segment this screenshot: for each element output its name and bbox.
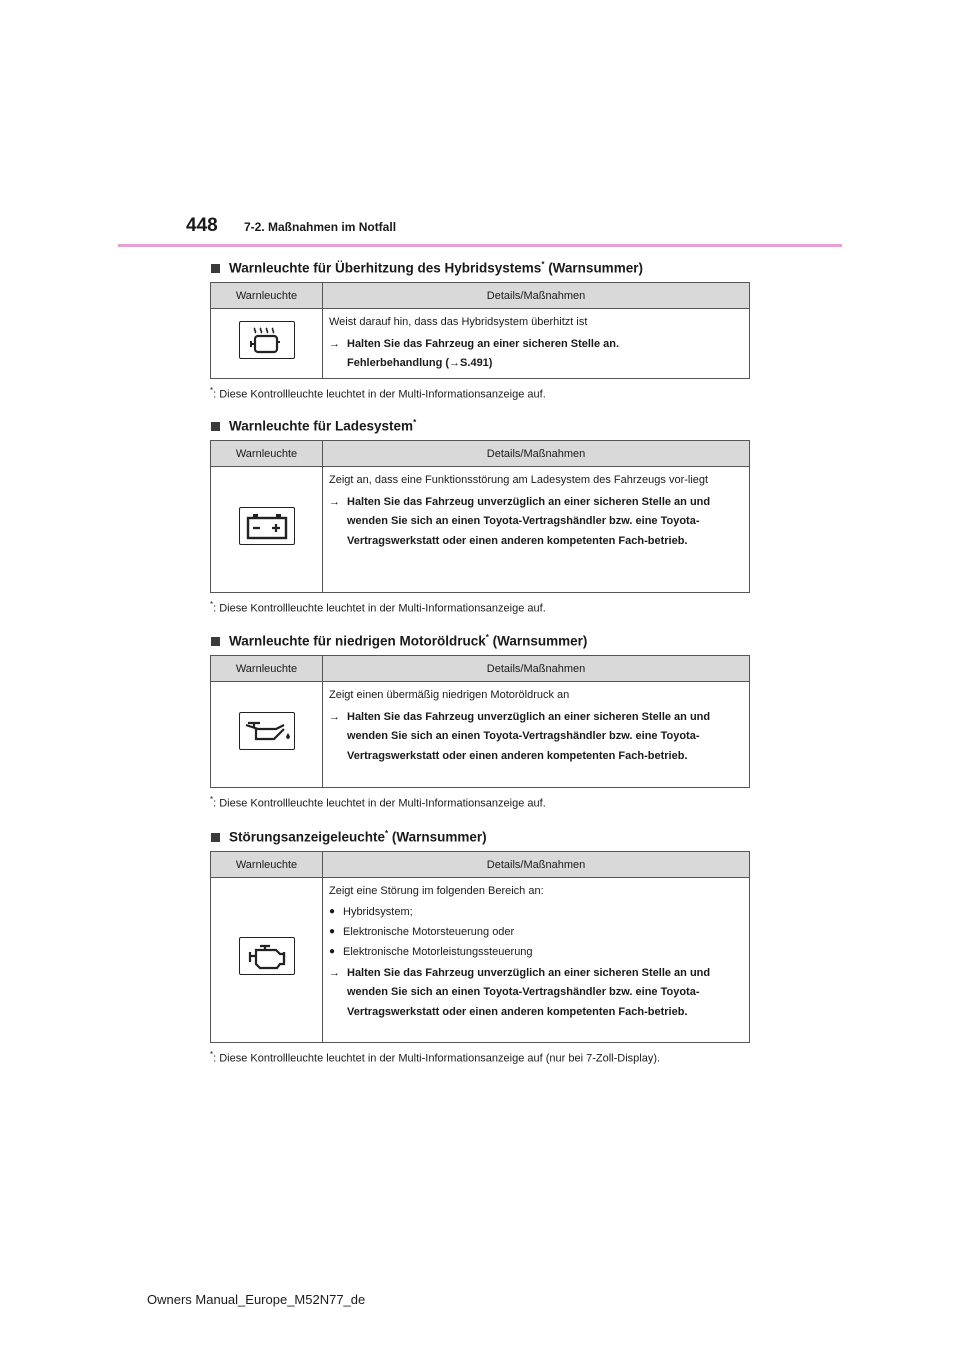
square-bullet-icon [211, 422, 220, 431]
arrow-icon: → [329, 337, 340, 350]
square-bullet-icon [211, 637, 220, 646]
footnote: *: Diese Kontrollleuchte leuchtet in der Multi-Informationsanzeige auf (nur bei 7-Zoll-Display). [210, 1050, 661, 1065]
description: Weist darauf hin, dass das Hybridsystem überhitzt ist [329, 316, 588, 328]
footer-text: Owners Manual_Europe_M52N77_de [147, 1292, 366, 1307]
action-item: → Halten Sie das Fahrzeug unverzüglich an einer sicheren Stelle an und wenden Sie sich an einen Toyota-Vertragshändler bzw. eine Toyota-Vertragswerkstatt oder einen anderen kompetenten Fach-betrieb. [329, 708, 743, 767]
arrow-icon: → [329, 966, 340, 979]
warning-table [210, 282, 750, 379]
section-hybrid-overheat [210, 257, 750, 400]
section-oil-pressure [210, 630, 750, 810]
action-item: → Halten Sie das Fahrzeug an einer sicheren Stelle an. Fehlerbehandlung (→S.491) [329, 335, 743, 374]
section-heading: Störungsanzeigeleuchte* (Warnsummer) [211, 826, 750, 842]
section-malfunction-indicator [210, 826, 750, 1065]
description: Zeigt eine Störung im folgenden Bereich an: [329, 885, 544, 897]
column-header-warnleuchte: Warnleuchte [211, 441, 323, 467]
list-item: ● Elektronische Motorsteuerung oder [329, 925, 515, 938]
list-item: ● Elektronische Motorleistungssteuerung [329, 945, 533, 958]
footnote: *: Diese Kontrollleuchte leuchtet in der Multi-Informationsanzeige auf. [210, 600, 546, 615]
details-cell [323, 878, 750, 1043]
column-header-details: Details/Maßnahmen [323, 852, 750, 878]
column-header-details: Details/Maßnahmen [323, 283, 750, 309]
column-header-details: Details/Maßnahmen [323, 441, 750, 467]
warning-table [210, 440, 750, 593]
page-number: 448 [186, 215, 218, 236]
list-item: ● Hybridsystem; [329, 905, 413, 918]
column-header-details: Details/Maßnahmen [323, 656, 750, 682]
square-bullet-icon [211, 264, 220, 273]
description: Zeigt einen übermäßig niedrigen Motoröldruck an [329, 689, 570, 701]
check-engine-icon [239, 937, 295, 975]
hybrid-system-overheat-icon [239, 321, 295, 359]
header-rule [118, 244, 842, 247]
column-header-warnleuchte: Warnleuchte [211, 283, 323, 309]
column-header-warnleuchte: Warnleuchte [211, 852, 323, 878]
warning-table [210, 851, 750, 1043]
action-item: → Halten Sie das Fahrzeug unverzüglich an einer sicheren Stelle an und wenden Sie sich an einen Toyota-Vertragshändler bzw. eine Toyota-Vertragswerkstatt oder einen anderen kompetenten Fach-betrieb. [329, 964, 743, 1023]
square-bullet-icon [211, 833, 220, 842]
column-header-warnleuchte: Warnleuchte [211, 656, 323, 682]
arrow-icon: → [329, 710, 340, 723]
footnote: *: Diese Kontrollleuchte leuchtet in der Multi-Informationsanzeige auf. [210, 385, 546, 401]
section-charging-system [210, 415, 750, 615]
section-heading: Warnleuchte für Ladesystem* [211, 415, 750, 431]
description: Zeigt an, dass eine Funktionsstörung am Ladesystem des Fahrzeugs vor-liegt [329, 474, 709, 486]
oil-pressure-icon [239, 712, 295, 750]
section-heading: Warnleuchte für Überhitzung des Hybridsystems* (Warnsummer) [211, 257, 750, 273]
section-heading: Warnleuchte für niedrigen Motoröldruck* (Warnsummer) [211, 630, 750, 646]
details-cell [323, 682, 750, 788]
battery-icon [239, 507, 295, 545]
details-cell [323, 467, 750, 593]
details-cell [323, 309, 750, 379]
footnote: *: Diese Kontrollleuchte leuchtet in der Multi-Informationsanzeige auf. [210, 795, 546, 810]
arrow-icon: → [329, 495, 340, 508]
chapter-title: 7-2. Maßnahmen im Notfall [244, 220, 397, 234]
action-item: → Halten Sie das Fahrzeug unverzüglich an einer sicheren Stelle an und wenden Sie sich an einen Toyota-Vertragshändler bzw. eine Toyota-Vertragswerkstatt oder einen anderen kompetenten Fach-betrieb. [329, 493, 743, 552]
warning-table [210, 655, 750, 788]
